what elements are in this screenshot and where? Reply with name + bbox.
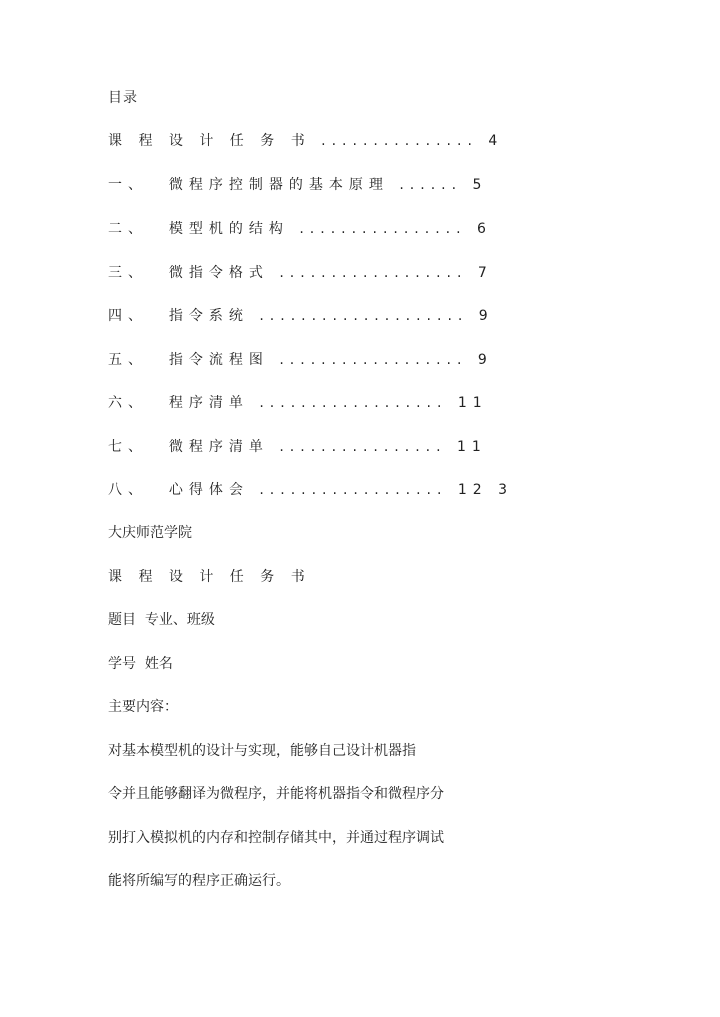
toc-entry: 八、 心得体会 .................. 12 3 bbox=[108, 482, 514, 498]
toc-entry: 四、 指令系统 .................... 9 bbox=[108, 308, 494, 324]
topic-line: 题目 专业、班级 bbox=[108, 612, 215, 628]
school-name: 大庆师范学院 bbox=[108, 525, 192, 541]
toc-entry: 三、 微指令格式 .................. 7 bbox=[108, 265, 493, 281]
toc-entry: 五、 指令流程图 .................. 9 bbox=[108, 352, 493, 368]
student-id-line: 学号 姓名 bbox=[108, 656, 173, 672]
paragraph-line: 对基本模型机的设计与实现，能够自己设计机器指 bbox=[108, 743, 416, 759]
toc-entry: 七、 微程序清单 ................ 11 bbox=[108, 439, 487, 455]
content-heading: 主要内容： bbox=[108, 699, 178, 715]
toc-entry: 一、 微程序控制器的基本原理 ...... 5 bbox=[108, 177, 488, 193]
toc-entry: 六、 程序清单 .................. 11 bbox=[108, 395, 488, 411]
toc-entry: 二、 模型机的结构 ................ 6 bbox=[108, 221, 492, 237]
toc-title: 目录 bbox=[108, 90, 138, 106]
paragraph-line: 别打入模拟机的内存和控制存储其中，并通过程序调试 bbox=[108, 830, 444, 846]
toc-entry: 课 程 设 计 任 务 书 ............... 4 bbox=[108, 133, 504, 149]
task-title: 课 程 设 计 任 务 书 bbox=[108, 569, 311, 585]
paragraph-line: 令并且能够翻译为微程序，并能将机器指令和微程序分 bbox=[108, 786, 444, 802]
paragraph-line: 能将所编写的程序正确运行。 bbox=[108, 873, 290, 889]
